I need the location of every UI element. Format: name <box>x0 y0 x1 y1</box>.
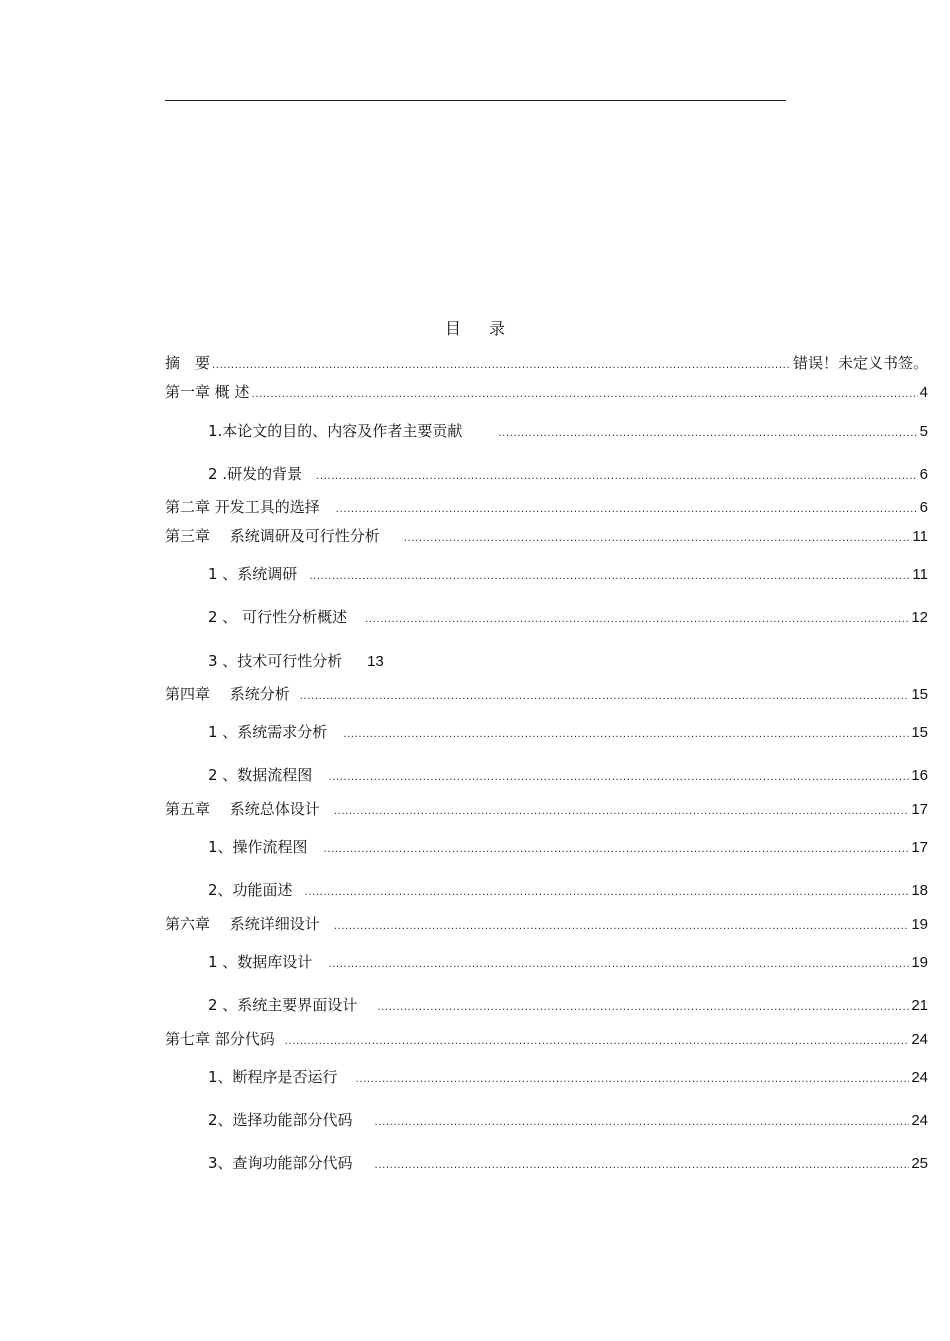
toc-entry-5-2[interactable] <box>208 879 928 903</box>
toc-entry-page: 17 <box>911 801 928 818</box>
toc-entry-3-1[interactable] <box>208 563 928 587</box>
toc-entry-abstract[interactable] <box>165 352 928 376</box>
toc-entry-label: 1 、系统需求分析 <box>208 723 328 741</box>
toc-entry-6-2[interactable] <box>208 994 928 1018</box>
toc-entry-page: 21 <box>911 997 928 1014</box>
toc-entry-label: 第四章 系统分析 <box>165 685 290 703</box>
toc-entry-label: 1、操作流程图 <box>208 838 308 856</box>
toc-entry-page: 13 <box>367 653 384 670</box>
toc-entry-label: 1 、系统调研 <box>208 565 298 583</box>
toc-entry-label: 1、断程序是否运行 <box>208 1068 338 1086</box>
toc-entry-label: 2 、系统主要界面设计 <box>208 996 358 1014</box>
toc-leader-dots <box>212 360 791 371</box>
toc-leader-dots <box>356 1074 910 1085</box>
toc-leader-dots <box>305 887 910 898</box>
toc-entry-page: 16 <box>911 767 928 784</box>
toc-leader-dots <box>309 571 910 582</box>
toc-entry-label: 2、选择功能部分代码 <box>208 1111 353 1129</box>
toc-entry-1-1[interactable] <box>208 420 928 444</box>
toc-leader-dots <box>324 844 910 855</box>
toc-entry-chapter-5[interactable] <box>165 798 928 822</box>
toc-entry-page: 4 <box>919 384 928 401</box>
toc-entry-page: 24 <box>911 1112 928 1129</box>
toc-entry-page: 19 <box>911 916 928 933</box>
toc-entry-chapter-3[interactable] <box>165 525 928 549</box>
toc-entry-label: 第五章 系统总体设计 <box>165 800 320 818</box>
toc-entry-page: 12 <box>911 609 928 626</box>
toc-leader-dots <box>375 1117 910 1128</box>
toc-entry-page: 24 <box>911 1069 928 1086</box>
toc-leader-dots <box>334 921 910 932</box>
toc-entry-1-2[interactable] <box>208 463 928 487</box>
toc-entry-label: 3 、技术可行性分析 <box>208 652 343 670</box>
toc-leader-dots <box>285 1036 910 1047</box>
toc-leader-dots <box>377 1002 909 1013</box>
toc-entry-label: 第二章 开发工具的选择 <box>165 498 320 516</box>
toc-entry-page: 错误！未定义书签。 <box>792 355 928 372</box>
toc-entry-3-3[interactable] <box>208 650 928 674</box>
toc-leader-dots <box>334 806 910 817</box>
toc-entry-label: 2 、 可行性分析概述 <box>208 608 348 626</box>
toc-leader-dots <box>300 691 910 702</box>
toc-leader-dots <box>343 729 909 740</box>
toc-leader-dots <box>375 1160 910 1171</box>
toc-entry-7-3[interactable] <box>208 1152 928 1176</box>
toc-leader-dots <box>404 533 911 544</box>
toc-entry-page: 5 <box>919 423 928 440</box>
toc-entry-label: 第六章 系统详细设计 <box>165 915 320 933</box>
toc-entry-chapter-2[interactable] <box>165 496 928 520</box>
toc-entry-label: 2、功能面述 <box>208 881 293 899</box>
toc-leader-dots <box>316 471 918 482</box>
toc-entry-page: 17 <box>911 839 928 856</box>
toc-entry-7-1[interactable] <box>208 1066 928 1090</box>
toc-leader-dots <box>252 389 918 400</box>
toc-entry-label: 1.本论文的目的、内容及作者主要贡献 <box>208 422 463 440</box>
toc-entry-4-2[interactable] <box>208 764 928 788</box>
toc-entry-chapter-4[interactable] <box>165 683 928 707</box>
toc-leader-dots <box>328 772 909 783</box>
toc-title: 目录 <box>444 319 533 338</box>
toc-entry-page: 6 <box>919 466 928 483</box>
toc-entry-label: 3、查询功能部分代码 <box>208 1154 353 1172</box>
toc-entry-chapter-7[interactable] <box>165 1028 928 1052</box>
toc-entry-label: 2 、数据流程图 <box>208 766 313 784</box>
toc-entry-page: 6 <box>919 499 928 516</box>
toc-leader-dots <box>328 959 909 970</box>
toc-entry-page: 24 <box>911 1031 928 1048</box>
toc-entry-page: 18 <box>911 882 928 899</box>
toc-entry-page: 19 <box>911 954 928 971</box>
toc-entry-label: 2 .研发的背景 <box>208 465 303 483</box>
toc-entry-page: 11 <box>912 566 928 583</box>
toc-entry-page: 25 <box>911 1155 928 1172</box>
toc-leader-dots <box>336 504 918 515</box>
toc-entry-4-1[interactable] <box>208 721 928 745</box>
toc-entry-page: 15 <box>911 724 928 741</box>
toc-leader-dots <box>498 428 917 439</box>
toc-entry-label: 第三章 系统调研及可行性分析 <box>165 527 380 545</box>
toc-entry-chapter-1[interactable] <box>165 381 928 405</box>
toc-entry-label: 第七章 部分代码 <box>165 1030 275 1048</box>
toc-entry-3-2[interactable] <box>208 606 928 630</box>
toc-leader-dots <box>365 614 909 625</box>
toc-entry-page: 11 <box>912 528 928 545</box>
toc-entry-label: 摘 要 <box>165 354 211 372</box>
toc-entry-7-2[interactable] <box>208 1109 928 1133</box>
toc-entry-label: 1 、数据库设计 <box>208 953 313 971</box>
toc-entry-page: 15 <box>911 686 928 703</box>
toc-entry-label: 第一章 概 述 <box>165 383 250 401</box>
toc-entry-5-1[interactable] <box>208 836 928 860</box>
toc-entry-chapter-6[interactable] <box>165 913 928 937</box>
toc-entry-6-1[interactable] <box>208 951 928 975</box>
